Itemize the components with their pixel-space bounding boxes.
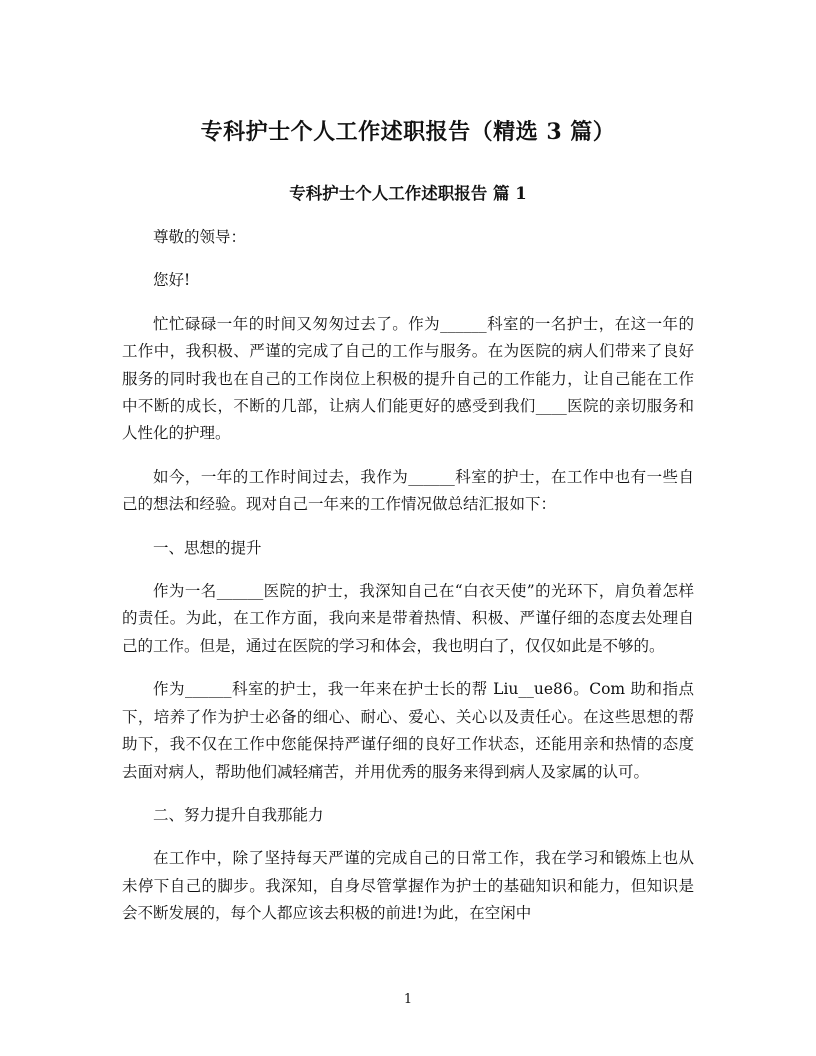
- greeting: 您好!: [153, 271, 191, 290]
- paragraph: 作为一名______医院的护士，我深知自己在“白衣天使”的光环下，肩负着怎样的责任。为此，在工作方面，我向来是带着热情、积极、严谨仔细的态度去处理自己的工作。但是，通过在医院的学习和体会，我也明白了，仅仅如此是不够的。: [122, 582, 694, 655]
- page-number: 1: [403, 992, 413, 1007]
- subsection-heading: 二、努力提升自我那能力: [153, 805, 324, 824]
- paragraph: 在工作中，除了坚持每天严谨的完成自己的日常工作，我在学习和锻炼上也从未停下自己的脚步。我深知，自身尽管掌握作为护士的基础知识和能力，但知识是会不断发展的，每个人都应该去积极的前进!为此，在空闲中: [122, 849, 694, 923]
- paragraph: 如今，一年的工作时间过去，我作为______科室的护士，在工作中也有一些自己的想法和经验。现对自己一年来的工作情况做总结汇报如下：: [122, 467, 694, 514]
- subsection-heading: 一、思想的提升: [153, 538, 262, 557]
- paragraph: 作为______科室的护士，我一年来在护士长的帮 Liu__ue86。Com 助和指点下，培养了作为护士必备的细心、耐心、爱心、关心以及责任心。在这些思想的帮助下，我不仅在工作中您能保持严谨仔细的良好工作状态，还能用亲和热情的态度去面对病人，帮助他们减轻痛苦，并用优秀的服务来得到病人及家属的认可。: [122, 680, 694, 781]
- section-title: 专科护士个人工作述职报告 篇 1: [289, 184, 527, 203]
- document-title: 专科护士个人工作述职报告（精选 3 篇）: [200, 119, 616, 145]
- salutation: 尊敬的领导：: [153, 228, 247, 246]
- document-body: [122, 224, 694, 944]
- paragraph: 忙忙碌碌一年的时间又匆匆过去了。作为______科室的一名护士，在这一年的工作中，我积极、严谨的完成了自己的工作与服务。在为医院的病人们带来了良好服务的同时我也在自己的工作岗位上积极的提升自己的工作能力，让自己能在工作中不断的成长，不断的几部，让病人们能更好的感受到我们____医院的亲切服务和人性化的护理。: [122, 314, 694, 443]
